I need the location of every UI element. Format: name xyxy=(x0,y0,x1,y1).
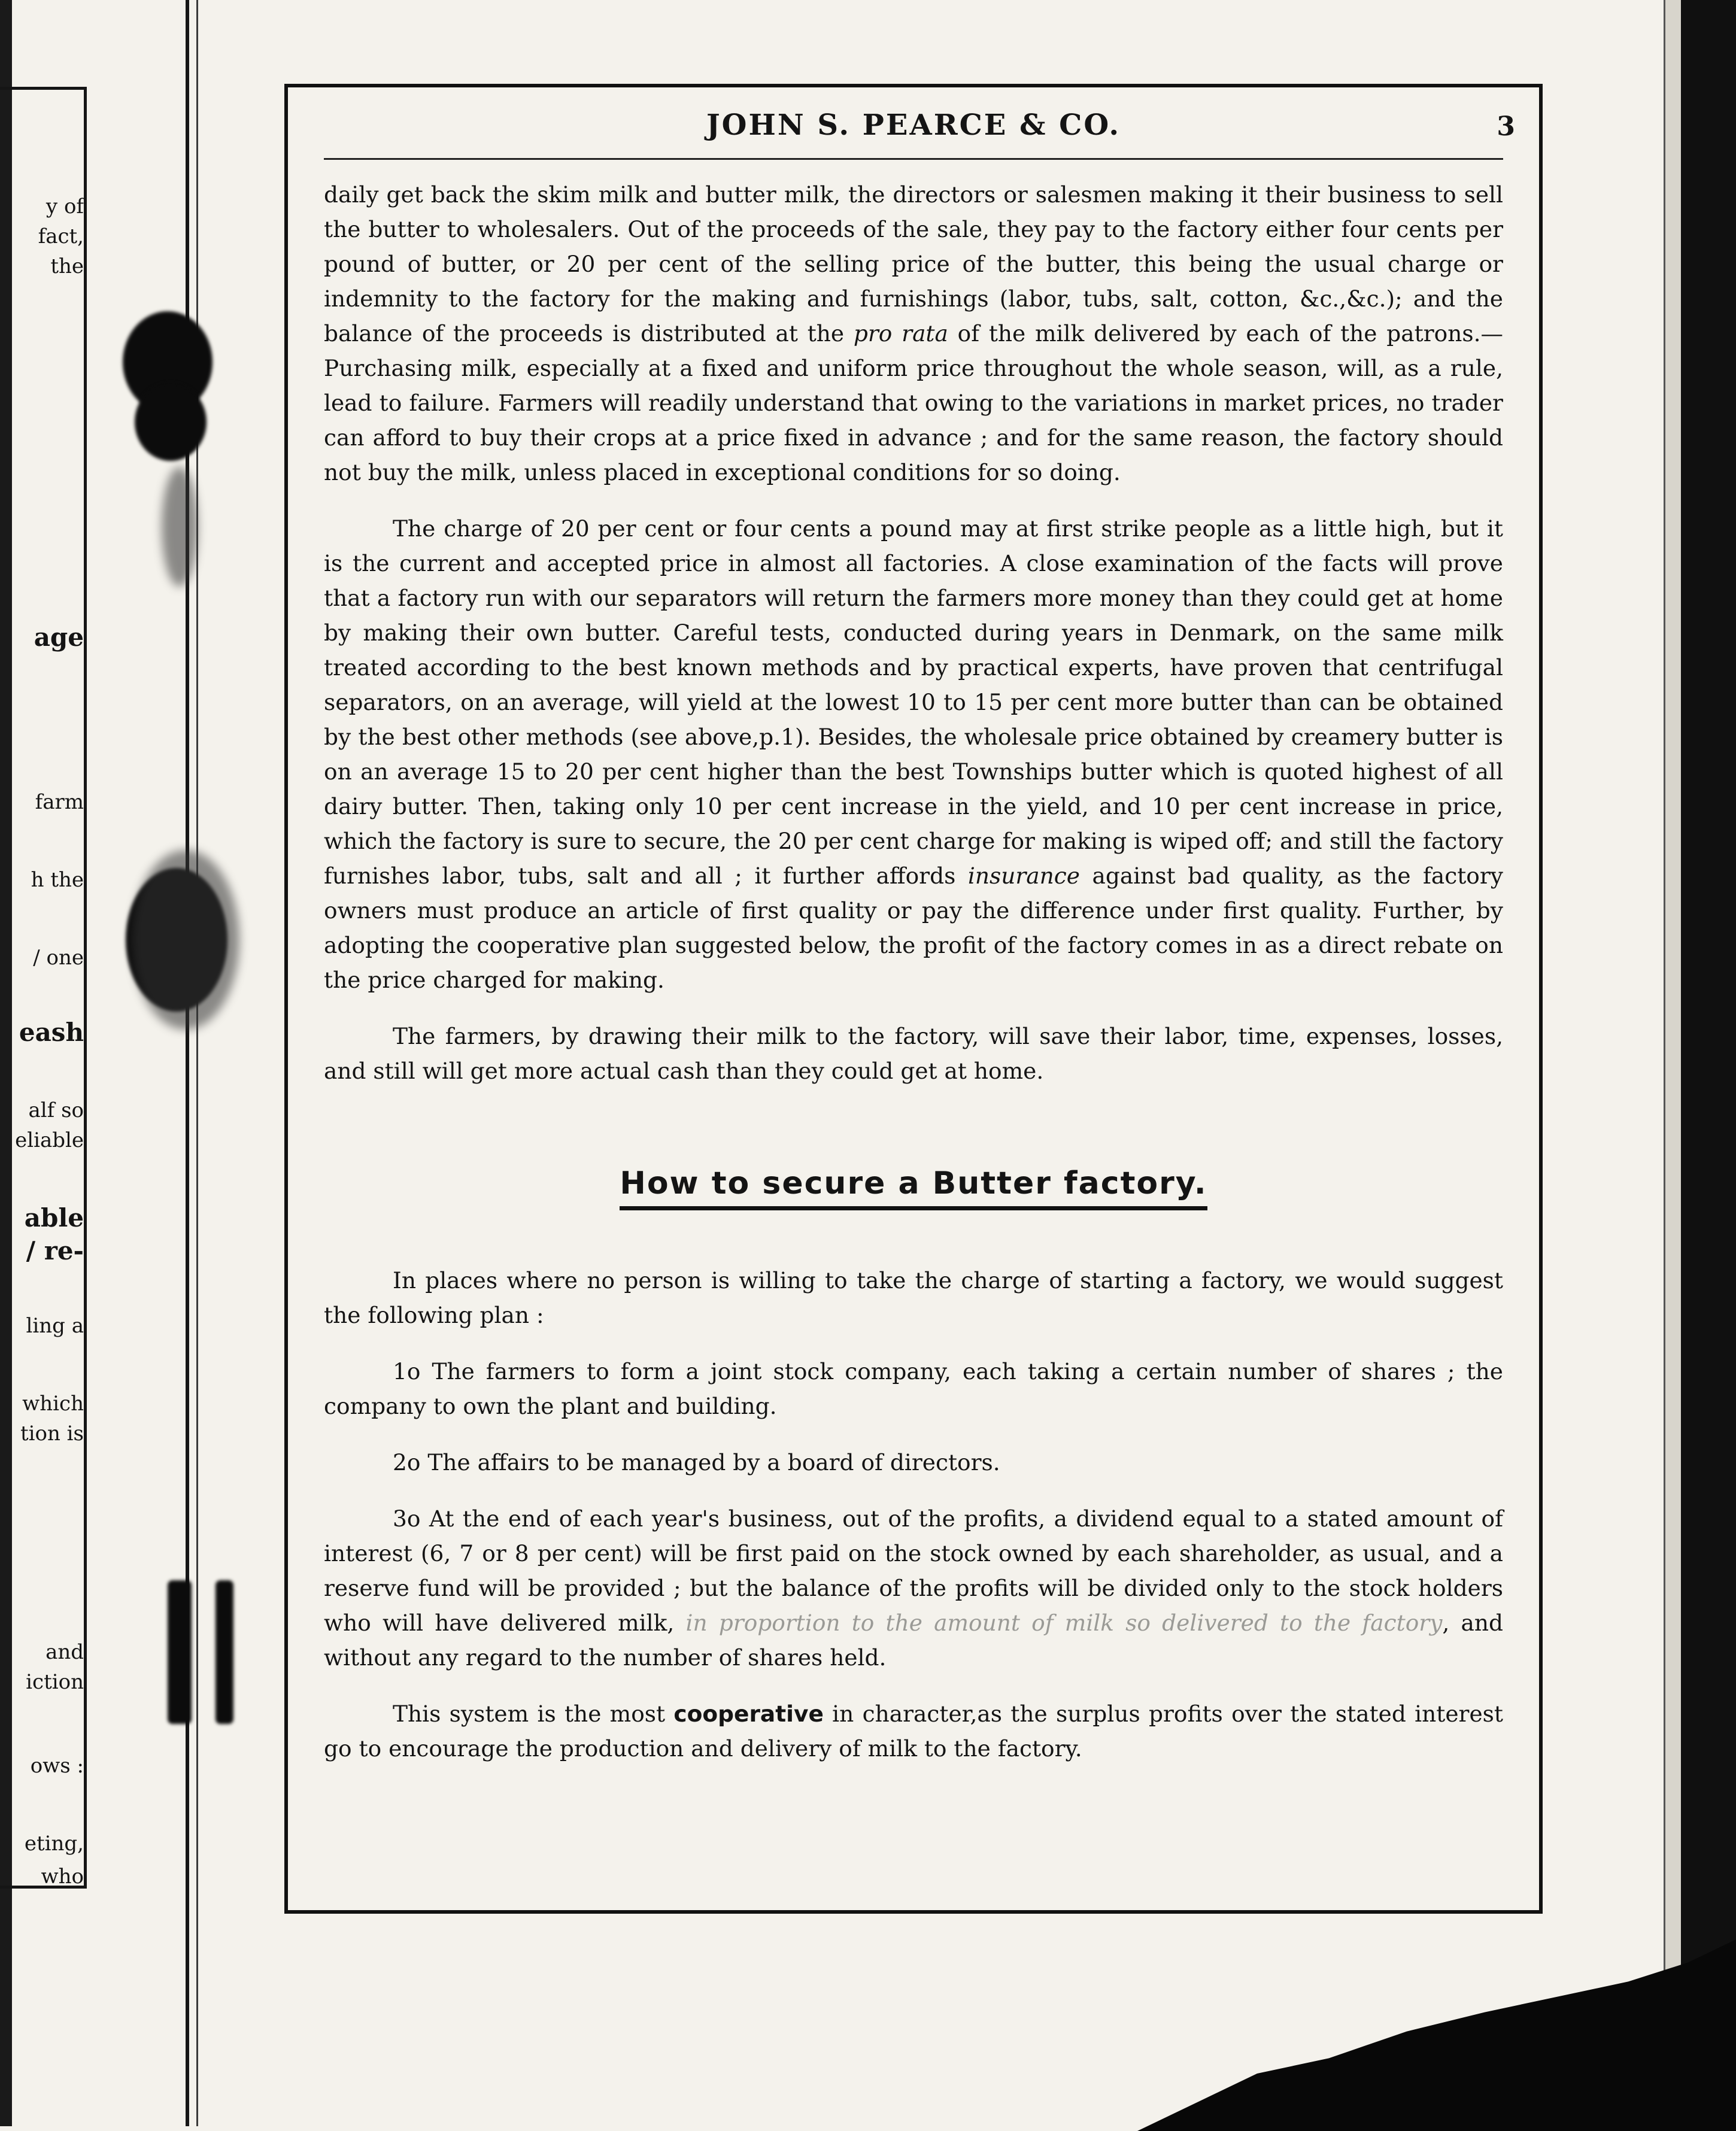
left-fragment: tion is xyxy=(20,1422,84,1446)
paragraph-text: , and without any regard to the number of shares held. xyxy=(324,1610,1503,1671)
left-fragment: age xyxy=(34,623,84,652)
previous-page-frame xyxy=(0,87,87,1889)
left-fragment: h the xyxy=(31,868,84,892)
left-fragment: eash xyxy=(19,1018,84,1047)
left-fragment: ows : xyxy=(30,1754,84,1778)
left-fragment: which xyxy=(22,1392,84,1416)
ink-blot xyxy=(168,1580,192,1724)
paragraph-italic: in proportion to the amount of milk so delivered to the factory xyxy=(685,1610,1443,1636)
left-fragment: iction xyxy=(26,1670,84,1694)
binding-spine-inner xyxy=(196,0,198,2126)
paragraph-text: 3o At the end of each year's business, out of the profits, a dividend equal to a stated amount of interest (6, 7 or 8 per cent) will be first paid on the stock owned by each shareholder, as usual, and a reserve fund will be provided ; but the balance of the profits will be divided only to the stock holders who will have delivered milk, xyxy=(324,1505,1503,1636)
paragraph-italic: insurance xyxy=(967,863,1080,889)
paragraph-text: daily get back the skim milk and butter milk, the directors or salesmen making it their business to sell the butter to wholesalers. Out of the proceeds of the sale, they pay to the factory either four cents per pound of butter, or 20 per cent of the selling price of the butter, this being the usual charge or indemnity to the factory for the making and furnishings (labor, tubs, salt, cotton, &c.,&c.); and the balance of the proceeds is distributed at the xyxy=(324,181,1503,347)
left-fragment: eting, xyxy=(24,1832,84,1856)
running-header xyxy=(288,108,1539,144)
header-rule xyxy=(324,158,1503,160)
ink-stain xyxy=(162,467,198,587)
paragraph-bold: cooperative xyxy=(673,1701,824,1727)
paragraph xyxy=(324,177,1503,490)
left-fragment: the xyxy=(50,254,84,278)
paragraph-text: in character,as the surplus profits over the stated interest go to encourage the production and delivery of milk to the factory. xyxy=(324,1701,1503,1762)
ink-blot xyxy=(135,383,207,461)
ink-blot xyxy=(216,1580,233,1724)
paragraph-text: The charge of 20 per cent or four cents a pound may at first strike people as a little high, but it is the current and accepted price in almost all factories. A close examination of the facts will prove that a factory run with our separators will return the farmers more money than they could get at home by making their own butter. Careful tests, conducted during years in Denmark, on the same milk treated according to the best known methods and by practical experts, have proven that centrifugal separators, on an average, will yield at the lowest 10 to 15 per cent more butter than can be obtained by the best other methods (see above,p.1). Besides, the wholesale price obtained by creamery butter is on an average 15 to 20 per cent higher than the best Townships butter which is quoted highest of all dairy butter. Then, taking only 10 per cent increase in the yield, and 10 per cent increase in price, which the factory is sure to secure, the 20 per cent charge for making is wiped off; and still the factory furnishes labor, tubs, salt and all ; it further affords xyxy=(324,515,1503,889)
paragraph-text: of the milk delivered by each of the patrons.—Purchasing milk, especially at a fixed and uniform price throughout the whole season, will, as a rule, lead to failure. Farmers will readily understand that owing to the variations in market prices, no trader can afford to buy their crops at a price fixed in advance ; and for the same reason, the factory should not buy the milk, unless placed in exceptional conditions for so doing. xyxy=(324,320,1504,485)
page-body xyxy=(324,177,1503,1766)
left-fragment: and xyxy=(45,1640,84,1664)
left-fragment: fact, xyxy=(38,224,84,248)
paragraph xyxy=(324,511,1503,997)
page-frame xyxy=(284,84,1543,1914)
torn-page-corner xyxy=(1137,1939,1736,2131)
left-fragment: ling a xyxy=(26,1314,84,1338)
paragraph: In places where no person is willing to take the charge of starting a factory, we would suggest the following plan : xyxy=(324,1267,1503,1328)
section-heading-text: How to secure a Butter factory. xyxy=(620,1165,1207,1210)
numbered-item: 2o The affairs to be managed by a board of directors. xyxy=(393,1449,1000,1476)
numbered-item: 1o The farmers to form a joint stock company, each taking a certain number of shares ; the company to own the plant and building. xyxy=(324,1358,1503,1419)
paragraph-text: against bad quality, as the factory owners must produce an article of first quality or pay the difference under first quality. Further, by adopting the cooperative plan suggested below, the profit of the factory comes in as a direct rebate on the price charged for making. xyxy=(324,863,1503,993)
page-number: 3 xyxy=(1497,111,1515,142)
paragraph: The farmers, by drawing their milk to the factory, will save their labor, time, expenses, losses, and still will get more actual cash than they could get at home. xyxy=(324,1023,1503,1084)
left-fragment: / re- xyxy=(26,1236,84,1265)
left-fragment: able xyxy=(24,1203,84,1233)
next-page-edge xyxy=(1664,0,1681,2126)
left-fragment: / one xyxy=(33,946,84,970)
left-fragment: farm xyxy=(35,790,84,814)
paragraph-italic: pro rata xyxy=(853,320,948,347)
header-title: JOHN S. PEARCE & CO. xyxy=(706,108,1121,142)
numbered-item xyxy=(324,1501,1503,1675)
ink-stain xyxy=(132,850,239,1030)
left-fragment: y of xyxy=(45,195,84,218)
left-fragment: alf so xyxy=(28,1098,84,1122)
left-fragment: eliable xyxy=(15,1128,84,1152)
left-fragment: who xyxy=(41,1865,84,1889)
section-heading xyxy=(324,1166,1503,1203)
paragraph xyxy=(324,1696,1503,1766)
paragraph-text: This system is the most xyxy=(393,1701,674,1727)
scan-right-edge xyxy=(1681,0,1736,2126)
